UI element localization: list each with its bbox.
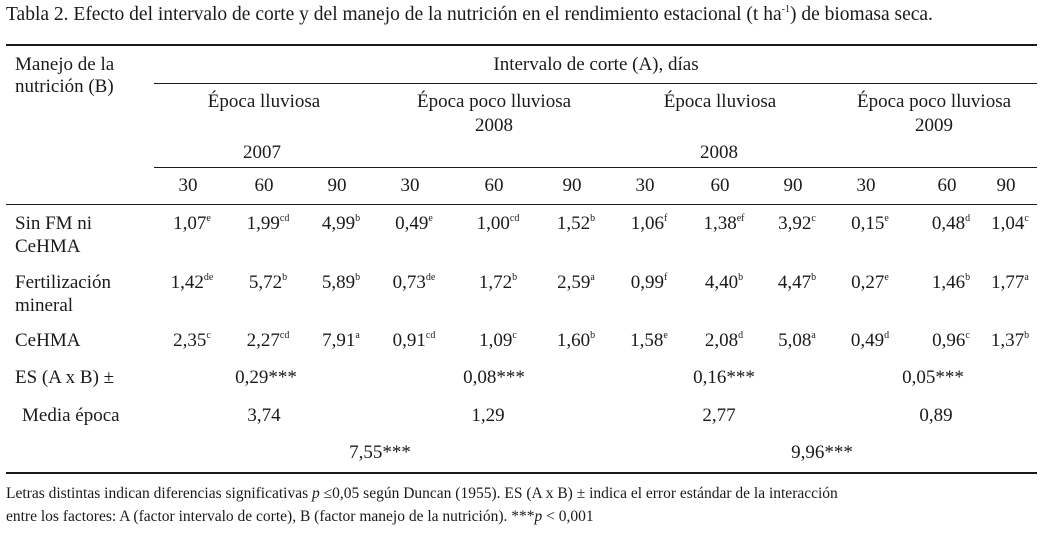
- cell-value: 1,07: [173, 213, 207, 234]
- table-cell: [395, 213, 433, 235]
- cell-value: 0,49: [395, 213, 429, 234]
- cell-value: 1,09: [479, 330, 513, 351]
- table-cell: [851, 330, 889, 352]
- table-cell: [247, 330, 290, 352]
- table-cell: [393, 272, 436, 294]
- table-cell: [932, 330, 970, 352]
- table-cell: [249, 272, 287, 294]
- interval-rule: [154, 83, 1037, 84]
- cell-value: 1,42: [170, 272, 204, 293]
- row-label: CeHMA: [15, 236, 81, 257]
- cell-letter: b: [512, 272, 518, 283]
- season-label: Época poco lluviosa: [416, 91, 572, 112]
- table-cell: [778, 213, 816, 235]
- row-header-line1: Manejo de la: [15, 54, 115, 75]
- table-cell: [631, 272, 668, 294]
- annual-value: 7,55***: [349, 442, 411, 463]
- season-year: 2008: [475, 115, 513, 136]
- cell-value: 1,00: [476, 213, 510, 234]
- cell-value: 4,47: [777, 272, 812, 293]
- annual-value: 9,96***: [791, 442, 853, 463]
- cell-letter: b: [965, 272, 971, 283]
- cell-value: 1,72: [478, 272, 513, 293]
- cell-letter: b: [590, 330, 596, 341]
- es-value: 0,05***: [902, 367, 964, 388]
- es-value: 0,08***: [463, 367, 525, 388]
- days-header: 30: [856, 175, 876, 196]
- table-cell: [322, 272, 360, 294]
- cell-letter: b: [590, 213, 596, 224]
- table-cell: [630, 330, 668, 352]
- cell-letter: ef: [736, 213, 745, 224]
- cell-letter: e: [206, 213, 211, 224]
- media-value: 1,29: [471, 405, 505, 426]
- cell-letter: b: [811, 272, 817, 283]
- cell-letter: c: [965, 330, 970, 341]
- footnote-line: [6, 483, 838, 505]
- table-cell: [991, 213, 1029, 235]
- year-rule: [154, 167, 1037, 168]
- table-cell: [173, 330, 211, 352]
- title-end: ) de biomasa seca.: [789, 4, 933, 25]
- cell-letter: de: [425, 272, 436, 283]
- bottom-rule: [6, 472, 1037, 474]
- cell-value: 1,77: [991, 272, 1025, 293]
- table-cell: [247, 213, 290, 235]
- table-cell: [778, 272, 816, 294]
- period-year: 2007: [243, 142, 281, 163]
- row-label: Sin FM ni: [15, 213, 93, 234]
- table-cell: [171, 272, 214, 294]
- season-label: Época lluviosa: [207, 91, 321, 112]
- cell-letter: cd: [509, 213, 520, 224]
- cell-value: 0,15: [851, 213, 885, 234]
- cell-letter: e: [428, 213, 433, 224]
- table-title: [6, 4, 933, 26]
- cell-letter: e: [663, 330, 668, 341]
- cell-value: 2,35: [173, 330, 207, 351]
- table-cell: [851, 272, 889, 294]
- days-header: 30: [400, 175, 420, 196]
- interval-header: Intervalo de corte (A), días: [493, 54, 699, 75]
- media-value: 0,89: [919, 405, 953, 426]
- table-cell: [991, 272, 1029, 294]
- cell-letter: d: [884, 330, 890, 341]
- cell-value: 0,49: [850, 330, 885, 351]
- table-cell: [705, 272, 743, 294]
- cell-value: 0,91: [392, 330, 426, 351]
- cell-value: 0,99: [630, 272, 664, 293]
- cell-letter: b: [282, 272, 288, 283]
- row-label: Fertilización: [15, 272, 112, 293]
- cell-letter: c: [206, 330, 211, 341]
- period-year: 2008: [700, 142, 738, 163]
- cell-letter: e: [884, 272, 889, 283]
- cell-letter: a: [1024, 272, 1029, 283]
- cell-letter: f: [663, 272, 668, 283]
- days-header: 90: [562, 175, 582, 196]
- cell-letter: d: [965, 213, 971, 224]
- days-header: 60: [254, 175, 274, 196]
- cell-letter: b: [1024, 330, 1030, 341]
- table-cell: [703, 213, 744, 235]
- table-cell: [479, 272, 517, 294]
- table-cell: [322, 330, 360, 352]
- cell-value: 1,04: [991, 213, 1025, 234]
- cell-value: 2,59: [557, 272, 591, 293]
- cell-value: 2,08: [704, 330, 739, 351]
- season-year: 2009: [915, 115, 953, 136]
- table-cell: [778, 330, 816, 352]
- title-sup: -1: [781, 4, 790, 15]
- days-header: 30: [178, 175, 198, 196]
- table-cell: [557, 272, 595, 294]
- days-header: 90: [996, 175, 1016, 196]
- cell-value: 1,60: [556, 330, 591, 351]
- cell-letter: b: [738, 272, 744, 283]
- days-header: 60: [937, 175, 957, 196]
- table-cell: [991, 330, 1029, 352]
- footnote-text: p: [312, 485, 320, 502]
- table-cell: [393, 330, 436, 352]
- season-label: Época lluviosa: [663, 91, 777, 112]
- cell-letter: f: [663, 213, 668, 224]
- cell-letter: cd: [279, 330, 290, 341]
- title-text: Tabla 2. Efecto del intervalo de corte y del manejo de la nutrición en el rendimiento estacional (t ha: [6, 4, 782, 25]
- cell-value: 0,73: [392, 272, 426, 293]
- footnote-text: p: [534, 508, 543, 525]
- es-value: 0,29***: [235, 367, 297, 388]
- media-value: 3,74: [247, 405, 281, 426]
- cell-value: 0,48: [931, 213, 966, 234]
- cell-letter: a: [811, 330, 816, 341]
- cell-value: 1,52: [556, 213, 591, 234]
- cell-letter: de: [203, 272, 214, 283]
- es-label: ES (A x B) ±: [15, 367, 115, 388]
- cell-letter: c: [1024, 213, 1029, 224]
- table-cell: [479, 330, 517, 352]
- top-rule: [6, 44, 1037, 46]
- row-label: mineral: [15, 295, 74, 316]
- cell-value: 1,58: [630, 330, 664, 351]
- days-header: 30: [635, 175, 655, 196]
- cell-value: 5,72: [248, 272, 283, 293]
- cell-value: 7,91: [322, 330, 356, 351]
- season-label: Época poco lluviosa: [856, 91, 1012, 112]
- cell-value: 1,38: [703, 213, 737, 234]
- footnote-text: Letras distintas indican diferencias significativas: [6, 485, 313, 502]
- table-cell: [705, 330, 743, 352]
- cell-letter: d: [738, 330, 744, 341]
- cell-letter: a: [590, 272, 595, 283]
- table-cell: [173, 213, 211, 235]
- cell-value: 2,27: [246, 330, 280, 351]
- footnote-text: < 0,001: [542, 508, 594, 525]
- row-label: CeHMA: [15, 330, 81, 351]
- cell-value: 0,96: [932, 330, 966, 351]
- cell-value: 3,92: [778, 213, 812, 234]
- cell-value: 1,99: [246, 213, 280, 234]
- cell-value: 1,37: [990, 330, 1025, 351]
- cell-letter: c: [512, 330, 517, 341]
- cell-letter: b: [355, 213, 361, 224]
- cell-value: 1,46: [931, 272, 966, 293]
- footnote-text: ≤0,05 según Duncan (1955). ES (A x B) ± indica el error estándar de la interacción: [319, 485, 838, 502]
- header-rule: [6, 204, 1037, 205]
- media-value: 2,77: [702, 405, 736, 426]
- cell-value: 4,99: [321, 213, 356, 234]
- media-label: Media época: [22, 405, 120, 426]
- table-cell: [322, 213, 360, 235]
- table-cell: [631, 213, 668, 235]
- row-header-line2: nutrición (B): [15, 76, 114, 97]
- footnote-text: entre los factores: A (factor intervalo de corte), B (factor manejo de la nutrición). ***: [6, 508, 535, 525]
- cell-letter: cd: [425, 330, 436, 341]
- table-cell: [932, 272, 970, 294]
- cell-letter: c: [811, 213, 816, 224]
- cell-letter: cd: [279, 213, 290, 224]
- es-value: 0,16***: [693, 367, 755, 388]
- cell-value: 0,27: [851, 272, 885, 293]
- days-header: 60: [484, 175, 504, 196]
- days-header: 90: [327, 175, 347, 196]
- cell-letter: a: [355, 330, 360, 341]
- cell-letter: b: [355, 272, 361, 283]
- table-cell: [932, 213, 970, 235]
- footnote-line: [6, 506, 594, 528]
- days-header: 90: [783, 175, 803, 196]
- table-cell: [851, 213, 889, 235]
- table-cell: [557, 330, 595, 352]
- cell-value: 5,89: [321, 272, 356, 293]
- table-cell: [477, 213, 520, 235]
- cell-value: 1,06: [630, 213, 664, 234]
- cell-value: 5,08: [778, 330, 812, 351]
- days-header: 60: [710, 175, 730, 196]
- table-cell: [557, 213, 595, 235]
- cell-letter: e: [884, 213, 889, 224]
- cell-value: 4,40: [704, 272, 739, 293]
